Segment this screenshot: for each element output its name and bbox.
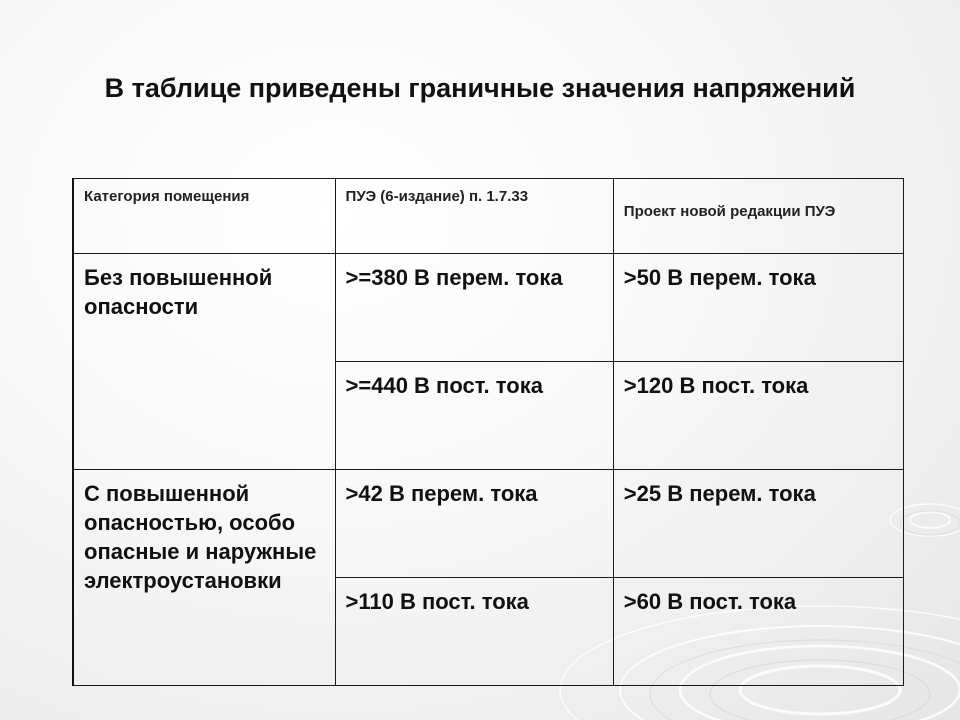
header-pue6: ПУЭ (6-издание) п. 1.7.33 <box>335 179 613 254</box>
slide-title: В таблице приведены граничные значения напряжений <box>104 73 856 103</box>
pue6-cell: >=440 В пост. тока <box>335 362 613 470</box>
pue-new-cell: >50 В перем. тока <box>613 254 903 362</box>
table-row <box>73 470 904 578</box>
pue-new-cell: >60 В пост. тока <box>613 578 903 686</box>
pue6-cell: >42 В перем. тока <box>335 470 613 578</box>
table-header-row <box>73 179 904 254</box>
category-cell-normal: Без повышенной опасности <box>73 254 335 470</box>
voltage-limits-table <box>72 178 904 686</box>
pue6-cell: >110 В пост. тока <box>335 578 613 686</box>
header-category: Категория помещения <box>73 179 335 254</box>
pue6-cell: >=380 В перем. тока <box>335 254 613 362</box>
pue-new-cell: >120 В пост. тока <box>613 362 903 470</box>
pue-new-cell: >25 В перем. тока <box>613 470 903 578</box>
table-row <box>73 254 904 362</box>
header-pue-new: Проект новой редакции ПУЭ <box>613 179 903 254</box>
category-cell-elevated: С повышенной опасностью, особо опасные и наружные электроустановки <box>73 470 335 686</box>
